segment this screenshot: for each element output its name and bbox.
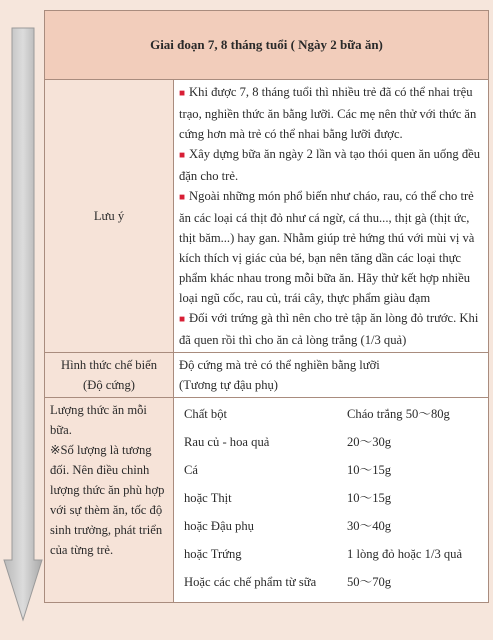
table-title: Giai đoạn 7, 8 tháng tuổi ( Ngày 2 bữa ăn) [45,11,489,80]
progress-arrow [0,0,44,640]
table-row [179,542,483,570]
table-row [179,458,483,486]
food-amount: 30〜40g [347,519,392,533]
amount-content [174,398,489,603]
food-name: Cá [184,463,198,477]
table-row [179,486,483,514]
notes-content [174,80,489,353]
processing-row [45,353,489,398]
down-arrow-icon [0,0,44,640]
food-name: hoặc Đậu phụ [184,519,254,533]
note-item: ■ Ngoài những món phổ biến như cháo, rau, có thể cho trẻ ăn các loại cá thịt đỏ như cá ngừ, cá thu..., thịt gà (thịt ức, thịt băm...) hay gan. Nhằm giúp trẻ hứng thú với mùi vị và kích thích vị giác của bé, bạn nên tăng dần các loại thực phẩm khác nhau trong mỗi bữa ăn. Hãy thử kết hợp nhiều loại ngũ cốc, rau củ, trái cây, thực phẩm giàu đạm [179,189,475,305]
note-item: ■ Xây dựng bữa ăn ngày 2 lần và tạo thói quen ăn uống đều đặn cho trẻ. [179,147,481,183]
food-name: Rau củ - hoa quả [184,435,270,449]
title-row [45,11,489,80]
notes-label: Lưu ý [45,80,174,353]
table-row [179,514,483,542]
food-name: Chất bột [184,407,228,421]
table-row [179,570,483,598]
food-amount: 50〜70g [347,575,392,589]
food-name: Hoặc các chế phẩm từ sữa [184,575,317,589]
food-name: hoặc Thịt [184,491,232,505]
food-amount: 10〜15g [347,463,392,477]
processing-label: Hình thức chế biến (Độ cứng) [45,353,174,398]
food-name: hoặc Trứng [184,547,242,561]
food-amount: 20〜30g [347,435,392,449]
feeding-table [44,10,489,603]
note-item: ■ Đối với trứng gà thì nên cho trẻ tập ăn lòng đỏ trước. Khi đã quen rồi thì cho ăn cả lòng trắng (1/3 quả) [179,311,479,347]
amount-row [45,398,489,603]
bullet-icon: ■ [179,150,186,161]
bullet-icon: ■ [179,314,186,325]
note-item: ■ Khi được 7, 8 tháng tuổi thì nhiều trẻ đã có thể nhai trệu trạo, nghiền thức ăn bằng lưỡi. Các mẹ nên thử với thức ăn cứng hơn mà trẻ có thể nhai bằng lưỡi được. [179,85,477,141]
table-row [179,402,483,430]
notes-row [45,80,489,353]
food-amount: Cháo trắng 50〜80g [347,407,450,421]
amount-label: Lượng thức ăn mỗi bữa. ※Số lượng là tương đối. Nên điều chỉnh lượng thức ăn phù hợp với sự thèm ăn, tốc độ sinh trưởng, phát triển của từng trẻ. [45,398,174,603]
bullet-icon: ■ [179,192,186,203]
processing-content: Độ cứng mà trẻ có thể nghiền bằng lưỡi (Tương tự đậu phụ) [174,353,489,398]
bullet-icon: ■ [179,88,186,99]
food-amount: 10〜15g [347,491,392,505]
amount-table [179,402,483,598]
food-amount: 1 lòng đỏ hoặc 1/3 quả [347,547,463,561]
table-row [179,430,483,458]
